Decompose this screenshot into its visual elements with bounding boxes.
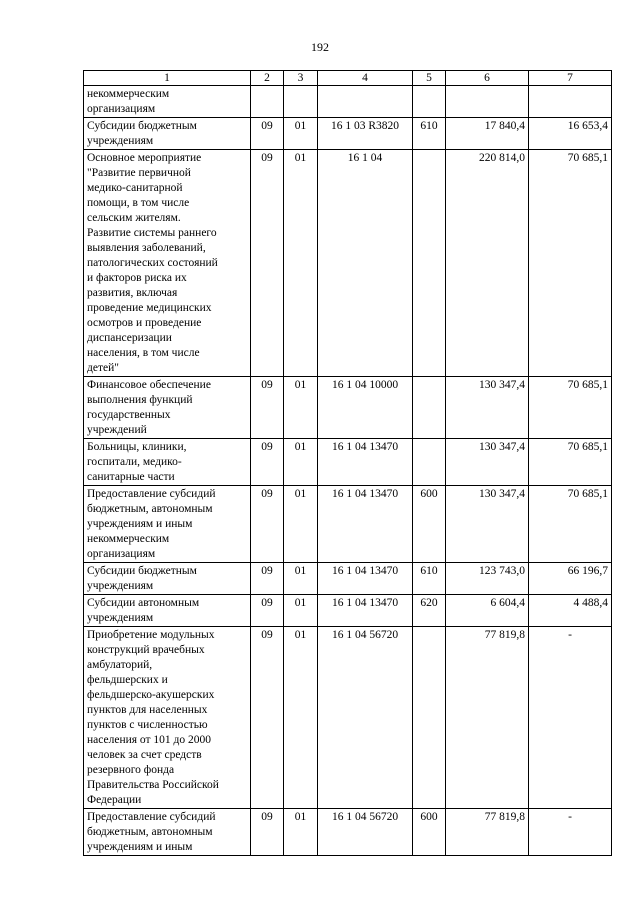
row-name: Финансовое обеспечение выполнения функций государственных учреждений <box>84 377 251 439</box>
row-subsection: 01 <box>284 486 318 563</box>
table-row <box>84 118 612 150</box>
header-col-3: 3 <box>284 71 318 86</box>
header-row <box>84 71 612 86</box>
row-section: 09 <box>251 439 284 486</box>
row-subsection: 01 <box>284 377 318 439</box>
page-number: 192 <box>311 40 329 54</box>
row-expense-type <box>413 377 446 439</box>
row-subsection: 01 <box>284 118 318 150</box>
row-expense-type: 600 <box>413 809 446 856</box>
row-expense-type: 620 <box>413 595 446 627</box>
row-section: 09 <box>251 809 284 856</box>
table-row <box>84 86 612 118</box>
header-col-7: 7 <box>529 71 612 86</box>
row-name: Субсидии бюджетным учреждениям <box>84 563 251 595</box>
row-subsection: 01 <box>284 595 318 627</box>
row-expense-type: 610 <box>413 563 446 595</box>
table-row <box>84 595 612 627</box>
table-row <box>84 809 612 856</box>
row-amount-2: 70 685,1 <box>529 150 612 377</box>
row-amount-1: 130 347,4 <box>446 486 529 563</box>
row-section: 09 <box>251 377 284 439</box>
header-col-4: 4 <box>318 71 413 86</box>
row-amount-1: 220 814,0 <box>446 150 529 377</box>
row-subsection: 01 <box>284 627 318 809</box>
row-amount-2: - <box>529 809 612 856</box>
table-row <box>84 563 612 595</box>
row-name: Предоставление субсидий бюджетным, автономным учреждениям и иным <box>84 809 251 856</box>
row-name: Приобретение модульных конструкций врачебных амбулаторий, фельдшерских и фельдшерско-акушерских пунктов для населенных пунктов с численностью населения от 101 до 2000 человек за счет средств резервного фонда Правительства Российской Федерации <box>84 627 251 809</box>
row-target-code: 16 1 04 13470 <box>318 563 413 595</box>
header-col-6: 6 <box>446 71 529 86</box>
row-target-code: 16 1 04 10000 <box>318 377 413 439</box>
row-section: 09 <box>251 150 284 377</box>
row-expense-type <box>413 627 446 809</box>
row-amount-2: 70 685,1 <box>529 439 612 486</box>
row-target-code: 16 1 03 R3820 <box>318 118 413 150</box>
row-subsection <box>284 86 318 118</box>
row-name: некоммерческим организациям <box>84 86 251 118</box>
row-name: Субсидии автономным учреждениям <box>84 595 251 627</box>
row-target-code <box>318 86 413 118</box>
row-amount-2 <box>529 86 612 118</box>
row-expense-type <box>413 86 446 118</box>
row-name: Больницы, клиники, госпитали, медико- санитарные части <box>84 439 251 486</box>
row-amount-1: 77 819,8 <box>446 627 529 809</box>
row-amount-2: 70 685,1 <box>529 486 612 563</box>
row-expense-type <box>413 439 446 486</box>
row-expense-type: 610 <box>413 118 446 150</box>
row-subsection: 01 <box>284 563 318 595</box>
row-section: 09 <box>251 118 284 150</box>
row-amount-2: 66 196,7 <box>529 563 612 595</box>
row-section <box>251 86 284 118</box>
header-col-1: 1 <box>84 71 251 86</box>
table-row <box>84 486 612 563</box>
row-amount-2: - <box>529 627 612 809</box>
row-expense-type: 600 <box>413 486 446 563</box>
row-section: 09 <box>251 486 284 563</box>
row-amount-1: 130 347,4 <box>446 377 529 439</box>
row-amount-1: 130 347,4 <box>446 439 529 486</box>
row-target-code: 16 1 04 13470 <box>318 439 413 486</box>
row-section: 09 <box>251 595 284 627</box>
row-section: 09 <box>251 563 284 595</box>
row-amount-1: 17 840,4 <box>446 118 529 150</box>
header-col-2: 2 <box>251 71 284 86</box>
budget-table <box>83 70 612 856</box>
table-row <box>84 439 612 486</box>
row-target-code: 16 1 04 56720 <box>318 809 413 856</box>
row-name: Основное мероприятие "Развитие первичной медико-санитарной помощи, в том числе сельским жителям. Развитие системы раннего выявления заболеваний, патологических состояний и факторов риска их развития, включая проведение медицинских осмотров и проведение диспансеризации населения, в том числе детей" <box>84 150 251 377</box>
row-target-code: 16 1 04 13470 <box>318 595 413 627</box>
row-subsection: 01 <box>284 439 318 486</box>
row-amount-1 <box>446 86 529 118</box>
row-amount-1: 123 743,0 <box>446 563 529 595</box>
row-name: Предоставление субсидий бюджетным, автономным учреждениям и иным некоммерческим организациям <box>84 486 251 563</box>
row-target-code: 16 1 04 13470 <box>318 486 413 563</box>
row-target-code: 16 1 04 56720 <box>318 627 413 809</box>
header-col-5: 5 <box>413 71 446 86</box>
row-target-code: 16 1 04 <box>318 150 413 377</box>
row-amount-1: 6 604,4 <box>446 595 529 627</box>
row-amount-1: 77 819,8 <box>446 809 529 856</box>
row-name: Субсидии бюджетным учреждениям <box>84 118 251 150</box>
table-row <box>84 627 612 809</box>
row-amount-2: 16 653,4 <box>529 118 612 150</box>
row-subsection: 01 <box>284 809 318 856</box>
row-subsection: 01 <box>284 150 318 377</box>
row-expense-type <box>413 150 446 377</box>
table-row <box>84 150 612 377</box>
row-amount-2: 4 488,4 <box>529 595 612 627</box>
table-row <box>84 377 612 439</box>
row-amount-2: 70 685,1 <box>529 377 612 439</box>
row-section: 09 <box>251 627 284 809</box>
